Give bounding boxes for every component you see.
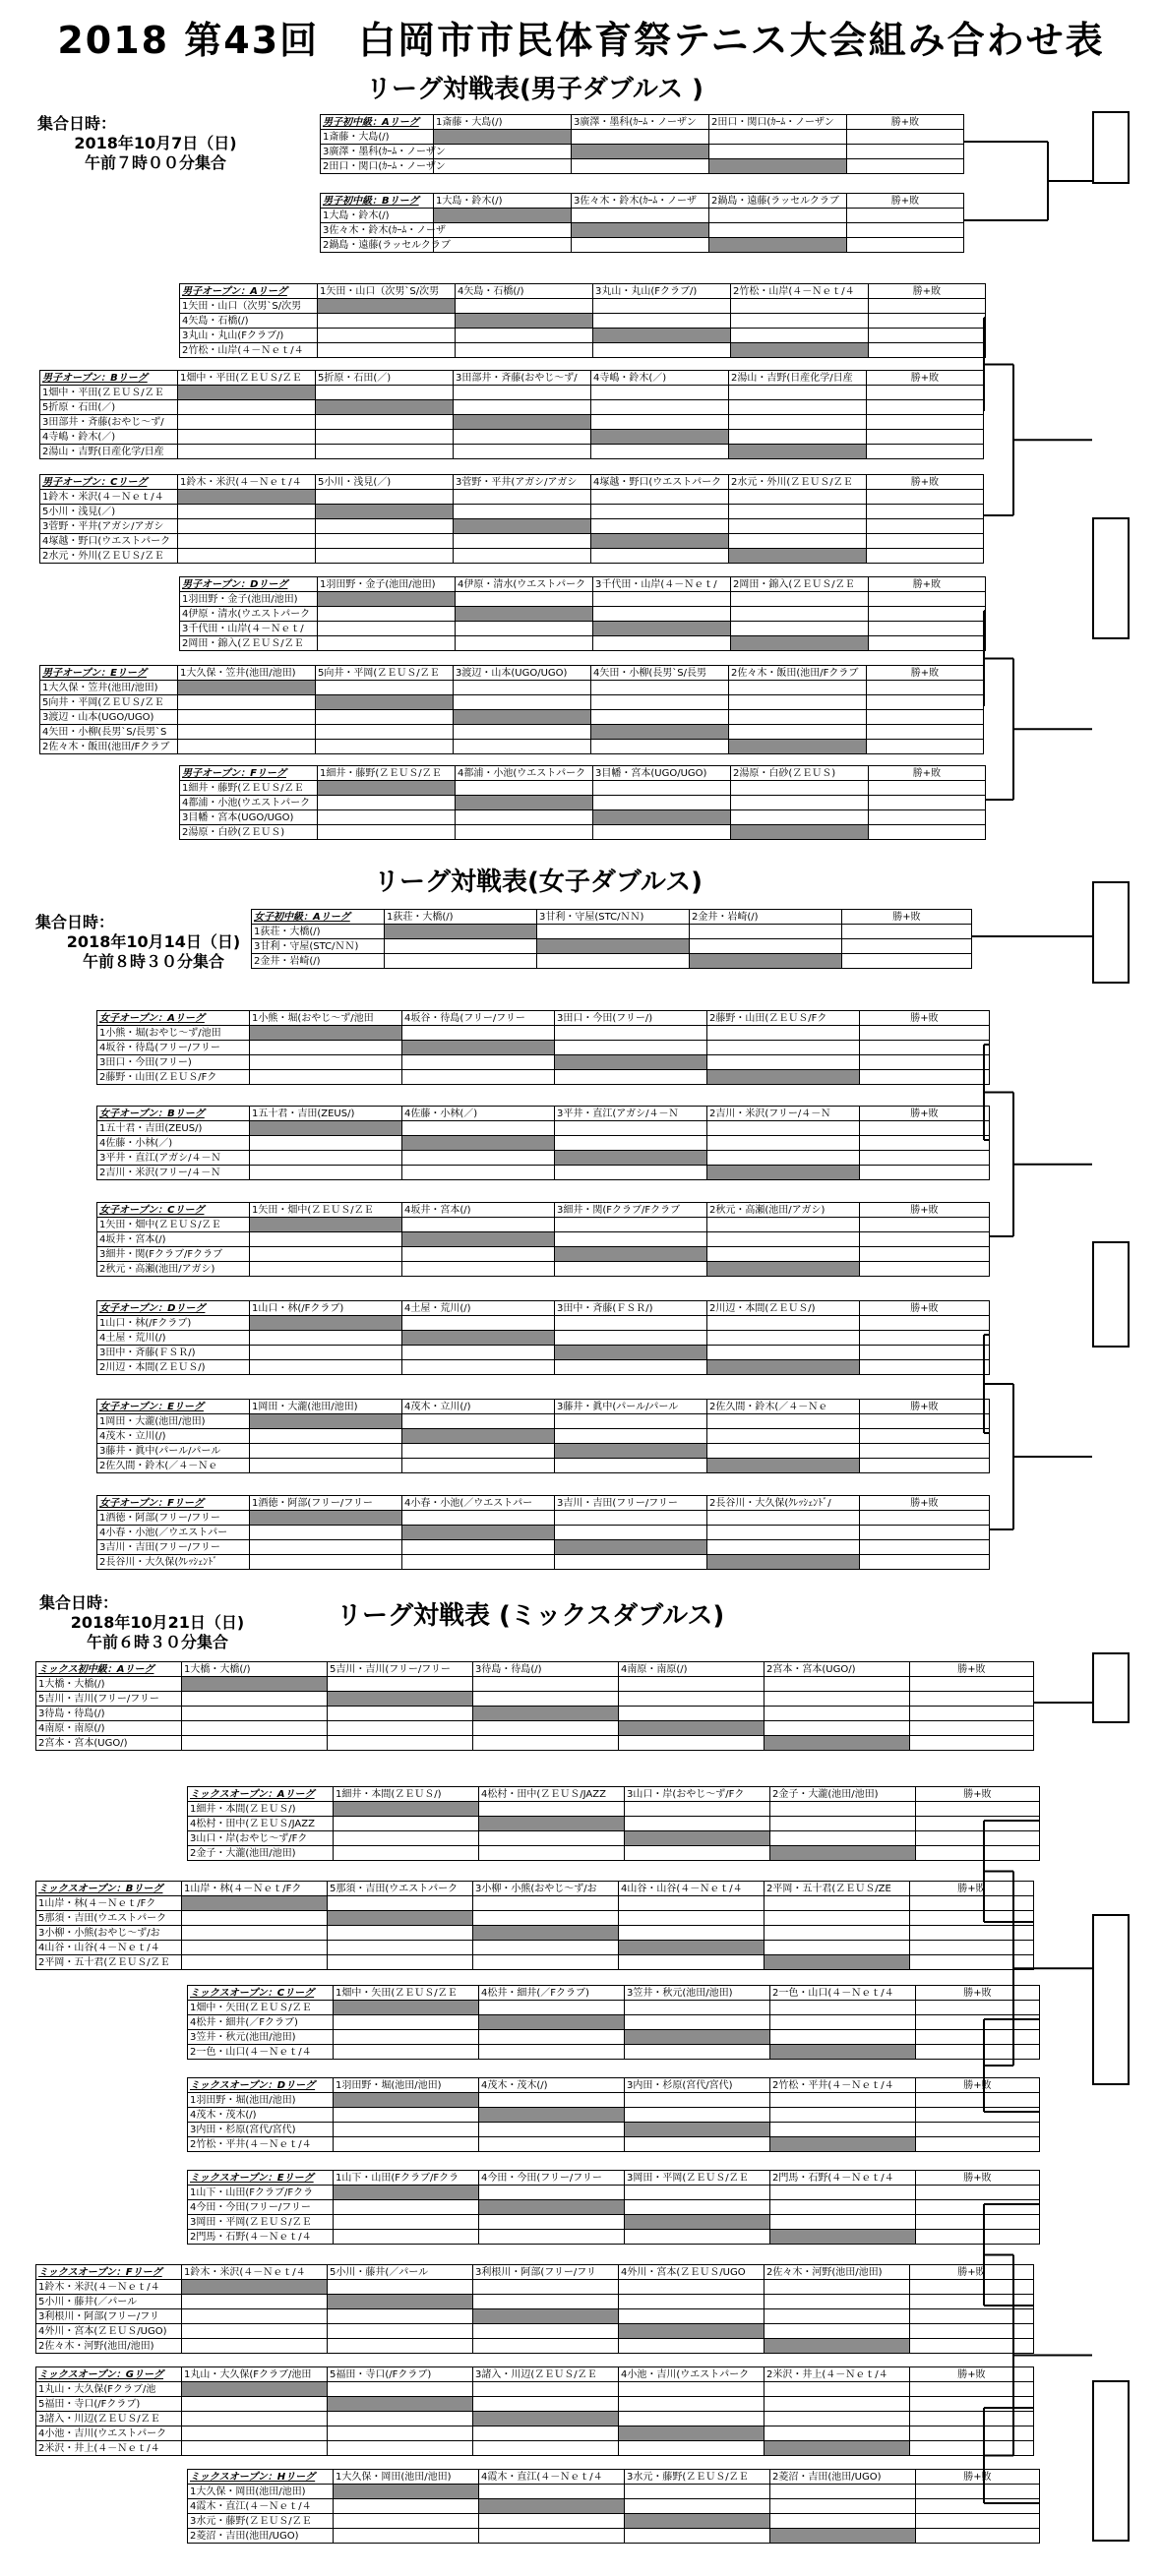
column-team: 1畑中・矢田(ＺＥＵＳ/ＺＥ [334,1986,479,2001]
column-team: 4矢田・小柳(長男`S/長男 [591,666,729,681]
final-box [1092,1914,1130,2085]
result-header: 勝+敗 [910,1882,1034,1896]
column-team: 5吉川・吉川(フリー/フリー [328,1662,473,1677]
league-name: 女子初中級：Aリーグ [252,910,385,925]
row-team: 2佐久間・鈴木(／４－Ｎｅ [97,1459,250,1473]
column-team: 1山岸・林(４－Ｎｅｔ/Fク [182,1882,328,1896]
result-header: 勝+敗 [860,1203,990,1218]
column-team: 3田部井・斉藤(おやじ～ず/ [454,371,591,386]
row-team: 4土屋・荒川(/) [97,1331,250,1346]
column-team: 2金井・岩崎(/) [690,910,842,925]
result-header: 勝+敗 [860,1496,990,1511]
row-team: 1大島・鈴木(/) [321,209,434,223]
column-team: 3細井・関(Fクラブ/Fクラブ [555,1203,707,1218]
league-name: ミックスオープン：Cリーグ [188,1986,334,2001]
final-box [1092,881,1130,984]
league-name: ミックスオープン：Dリーグ [188,2078,334,2093]
column-team: 4茂木・茂木(/) [479,2078,625,2093]
row-team: 3内田・杉原(宮代/宮代) [188,2123,334,2137]
column-team: 1山下・山田(Fクラブ/Fクラ [334,2171,479,2186]
row-team: 2湯原・白砂(ＺＥＵＳ) [180,825,318,840]
result-header: 勝+敗 [847,115,964,130]
row-team: 2金子・大瀧(池田/池田) [188,1846,334,1861]
column-team: 3吉川・吉田(フリー/フリー [555,1496,707,1511]
row-team: 1羽田野・金子(池田/池田) [180,592,318,607]
column-team: 3菅野・平井(アガシ/アガシ [454,475,591,490]
column-team: 2秋元・高瀬(池田/アガシ) [707,1203,860,1218]
column-team: 2佐々木・河野(池田/池田) [764,2265,910,2280]
result-header: 勝+敗 [867,475,984,490]
league-name: ミックスオープン：Gリーグ [36,2367,182,2382]
schedule-time: 午前７時００分集合 [84,153,226,172]
column-team: 1岡田・大瀧(池田/池田) [250,1400,402,1414]
row-team: 2川辺・本間(ＺＥＵＳ/) [97,1360,250,1375]
row-team: 1矢田・山口（次男`S/次男 [180,299,318,314]
result-header: 勝+敗 [869,577,986,592]
row-team: 1大久保・笠井(池田/池田) [40,681,178,695]
row-team: 4寺嶋・鈴木(／) [40,430,178,445]
result-header: 勝+敗 [916,1986,1040,2001]
column-team: 4矢島・石橋(/) [456,284,593,299]
column-team: 1羽田野・金子(池田/池田) [318,577,456,592]
column-team: 2田口・関口(ｶｰﾑ・ノーザン [709,115,847,130]
result-header: 勝+敗 [910,2367,1034,2382]
row-team: 1山岸・林(４－Ｎｅｔ/Fク [36,1896,182,1911]
column-team: 1荻荘・大橋(/) [385,910,537,925]
result-header: 勝+敗 [916,1787,1040,1802]
league-name: ミックスオープン：Eリーグ [188,2171,334,2186]
league-name: ミックスオープン：Fリーグ [36,2265,182,2280]
column-team: 4塚越・野口(ウエストパーク [591,475,729,490]
league-name: 男子初中級：Bリーグ [321,194,434,209]
page-title: 2018 第43回 白岡市市民体育祭テニス大会組み合わせ表 [57,19,1105,62]
row-team: 4坂井・宮本(/) [97,1232,250,1247]
league-name: 女子オープン：Bリーグ [97,1107,250,1121]
column-team: 1大久保・岡田(池田/池田) [334,2470,479,2485]
column-team: 1五十君・吉田(ZEUS/) [250,1107,402,1121]
schedule-date: 2018年10月14日（日) [66,932,241,951]
column-team: 3廣澤・墨科(ｶｰﾑ・ノーザン [572,115,709,130]
row-team: 1山下・山田(Fクラブ/Fクラ [188,2186,334,2200]
row-team: 3丸山・丸山(Fクラブ/) [180,329,318,343]
league-name: 男子オープン：Aリーグ [180,284,318,299]
league-name: 女子オープン：Aリーグ [97,1011,250,1026]
schedule-time: 午前６時３０分集合 [86,1633,228,1651]
row-team: 3利根川・阿部(フリー/フリ [36,2309,182,2324]
league-name: 男子オープン：Fリーグ [180,766,318,781]
column-team: 1大久保・笠井(池田/池田) [178,666,316,681]
row-team: 3甘利・守屋(STC/ＮＮ) [252,939,385,954]
row-team: 1荻荘・大橋(/) [252,925,385,939]
row-team: 1鈴木・米沢(４－Ｎｅｔ/４ [36,2280,182,2295]
row-team: 3山口・岸(おやじ～ず/Fク [188,1831,334,1846]
column-team: 1矢田・畑中(ＺＥＵＳ/ＺＥ [250,1203,402,1218]
column-team: 1大島・鈴木(/) [434,194,572,209]
column-team: 2宮本・宮本(UGO/) [764,1662,910,1677]
league-name: 男子オープン：Bリーグ [40,371,178,386]
row-team: 3千代田・山岸(４－Ｎｅｔ/ [180,622,318,636]
column-team: 1小熊・堀(おやじ～ず/池田 [250,1011,402,1026]
result-header: 勝+敗 [869,284,986,299]
result-header: 勝+敗 [867,371,984,386]
column-team: 1矢田・山口（次男`S/次男 [318,284,456,299]
result-header: 勝+敗 [869,766,986,781]
column-team: 2吉川・米沢(フリー/４－Ｎ [707,1107,860,1121]
row-team: 2平岡・五十君(ＺＥＵＳ/ＺＥ [36,1955,182,1970]
league-name: 男子オープン：Eリーグ [40,666,178,681]
row-team: 2宮本・宮本(UGO/) [36,1736,182,1751]
league-name: 男子初中級：Aリーグ [321,115,434,130]
column-team: 3甘利・守屋(STC/ＮＮ) [537,910,690,925]
column-team: 2湯山・吉野(日産化学/日産 [729,371,867,386]
column-team: 4坂谷・待島(フリー/フリー [402,1011,555,1026]
row-team: 4今田・今田(フリー/フリー [188,2200,334,2215]
row-team: 2一色・山口(４－Ｎｅｔ/４ [188,2045,334,2060]
row-team: 4茂木・立川(/) [97,1429,250,1444]
row-team: 5向井・平岡(ＺＥＵＳ/ＺＥ [40,695,178,710]
result-header: 勝+敗 [860,1301,990,1316]
column-team: 2川辺・本間(ＺＥＵＳ/) [707,1301,860,1316]
column-team: 4土屋・荒川(/) [402,1301,555,1316]
column-team: 3千代田・山岸(４－Ｎｅｔ/ [593,577,731,592]
column-team: 3諸入・川辺(ＺＥＵＳ/ＺＥ [473,2367,619,2382]
row-team: 4佐藤・小林(／) [97,1136,250,1151]
section-title-mixed: リーグ対戦表 (ミックスダブルス) [336,1601,725,1631]
column-team: 3水元・藤野(ＺＥＵＳ/ＺＥ [625,2470,770,2485]
row-team: 3平井・直江(アガシ/４－Ｎ [97,1151,250,1166]
league-name: ミックスオープン：Hリーグ [188,2470,334,2485]
section-title-womens: リーグ対戦表(女子ダブルス) [374,868,703,897]
league-name: 女子オープン：Fリーグ [97,1496,250,1511]
row-team: 3吉川・吉田(フリー/フリー [97,1540,250,1555]
row-team: 5福田・寺口(/Fクラブ) [36,2397,182,2412]
row-team: 1矢田・畑中(ＺＥＵＳ/ＺＥ [97,1218,250,1232]
row-team: 2佐々木・河野(池田/池田) [36,2339,182,2354]
row-team: 1斎藤・大島(/) [321,130,434,145]
column-team: 4佐藤・小林(／) [402,1107,555,1121]
row-team: 4矢田・小柳(長男`S/長男`S [40,725,178,740]
row-team: 4山谷・山谷(４－Ｎｅｔ/４ [36,1941,182,1955]
column-team: 3田口・今田(フリー/) [555,1011,707,1026]
row-team: 3待島・待島(/) [36,1707,182,1721]
row-team: 1五十君・吉田(ZEUS/) [97,1121,250,1136]
row-team: 3廣澤・墨科(ｶｰﾑ・ノーザン [321,145,434,159]
section-title-mens: リーグ対戦表(男子ダブルス ) [366,75,703,104]
column-team: 3佐々木・鈴木(ｶｰﾑ・ノーザ [572,194,709,209]
column-team: 3田中・斉藤(ＦＳＲ/) [555,1301,707,1316]
row-team: 1大橋・大橋(/) [36,1677,182,1692]
result-header: 勝+敗 [860,1400,990,1414]
column-team: 1鈴木・米沢(４－Ｎｅｔ/４ [182,2265,328,2280]
row-team: 4外川・宮本(ＺＥＵＳ/UGO) [36,2324,182,2339]
result-header: 勝+敗 [867,666,984,681]
column-team: 4寺嶋・鈴木(／) [591,371,729,386]
column-team: 3岡田・平岡(ＺＥＵＳ/ＺＥ [625,2171,770,2186]
row-team: 2竹松・平井(４－Ｎｅｔ/４ [188,2137,334,2152]
column-team: 2岡田・錦入(ＺＥＵＳ/ＺＥ [731,577,869,592]
row-team: 2菱沼・吉田(池田/UGO) [188,2529,334,2544]
row-team: 5小川・藤井(／パール [36,2295,182,2309]
column-team: 2佐久間・鈴木(／４－Ｎｅ [707,1400,860,1414]
row-team: 1山口・林(/Fクラブ) [97,1316,250,1331]
column-team: 3平井・直江(アガシ/４－Ｎ [555,1107,707,1121]
league-name: ミックスオープン：Bリーグ [36,1882,182,1896]
row-team: 5小川・浅見(／) [40,505,178,519]
column-team: 5折原・石田(／) [316,371,454,386]
final-box [1092,1241,1130,1348]
column-team: 1畑中・平田(ＺＥＵＳ/ＺＥ [178,371,316,386]
column-team: 2米沢・井上(４－Ｎｅｔ/４ [764,2367,910,2382]
column-team: 2鍋島・遠藤(ラッセルクラブ [709,194,847,209]
row-team: 3諸入・川辺(ＺＥＵＳ/ＺＥ [36,2412,182,2426]
row-team: 3渡辺・山本(UGO/UGO) [40,710,178,725]
result-header: 勝+敗 [916,2470,1040,2485]
row-team: 4塚越・野口(ウエストパーク [40,534,178,549]
row-team: 2金井・岩崎(/) [252,954,385,969]
column-team: 4小春・小池(／ウエストパー [402,1496,555,1511]
column-team: 4小池・吉川(ウエストパーク [619,2367,764,2382]
row-team: 3水元・藤野(ＺＥＵＳ/ＺＥ [188,2514,334,2529]
column-team: 4松井・細井(／Fクラブ) [479,1986,625,2001]
column-team: 4都浦・小池(ウエストパーク [456,766,593,781]
column-team: 3待島・待島(/) [473,1662,619,1677]
row-team: 4小春・小池(／ウエストパー [97,1526,250,1540]
column-team: 3利根川・阿部(フリー/フリ [473,2265,619,2280]
column-team: 2平岡・五十君(ＺＥＵＳ/ZE [764,1882,910,1896]
column-team: 4坂井・宮本(/) [402,1203,555,1218]
column-team: 4松村・田中(ＺＥＵＳ/JAZZ [479,1787,625,1802]
column-team: 3山口・岸(おやじ～ず/Fク [625,1787,770,1802]
row-team: 4小池・吉川(ウエストパーク [36,2426,182,2441]
row-team: 1岡田・大瀧(池田/池田) [97,1414,250,1429]
league-name: 女子オープン：Cリーグ [97,1203,250,1218]
result-header: 勝+敗 [860,1107,990,1121]
row-team: 2藤野・山田(ＺＥＵＳ/Fク [97,1070,250,1085]
column-team: 2長谷川・大久保(ｸﾚｯｼｪﾝﾄﾞ/ [707,1496,860,1511]
column-team: 3丸山・丸山(Fクラブ/) [593,284,731,299]
column-team: 2水元・外川(ＺＥＵＳ/ＺＥ [729,475,867,490]
row-team: 2竹松・山岸(４－Ｎｅｔ/４ [180,343,318,358]
column-team: 1細井・本間(ＺＥＵＳ/) [334,1787,479,1802]
row-team: 3田部井・斉藤(おやじ～ず/ [40,415,178,430]
result-header: 勝+敗 [910,2265,1034,2280]
column-team: 1鈴木・米沢(４－Ｎｅｔ/４ [178,475,316,490]
column-team: 5福田・寺口(/Fクラブ) [328,2367,473,2382]
row-team: 1細井・藤野(ＺＥＵＳ/ＺＥ [180,781,318,796]
column-team: 2竹松・山岸(４－Ｎｅｔ/４ [731,284,869,299]
league-name: 女子オープン：Eリーグ [97,1400,250,1414]
row-team: 1畑中・平田(ＺＥＵＳ/ＺＥ [40,386,178,400]
column-team: 3小柳・小熊(おやじ～ず/お [473,1882,619,1896]
column-team: 1山口・林(/Fクラブ) [250,1301,402,1316]
schedule-date: 2018年10月21日（日) [70,1613,245,1632]
league-name: ミックスオープン：Aリーグ [188,1787,334,1802]
result-header: 勝+敗 [847,194,964,209]
column-team: 5小川・藤井(／パール [328,2265,473,2280]
row-team: 4南原・南原(/) [36,1721,182,1736]
column-team: 5小川・浅見(／) [316,475,454,490]
row-team: 3田口・今田(フリー) [97,1055,250,1070]
column-team: 3渡辺・山本(UGO/UGO) [454,666,591,681]
row-team: 3笠井・秋元(池田/池田) [188,2030,334,2045]
result-header: 勝+敗 [916,2078,1040,2093]
column-team: 1細井・藤野(ＺＥＵＳ/ＺＥ [318,766,456,781]
schedule-label: 集合日時： [39,1593,119,1612]
row-team: 1細井・本間(ＺＥＵＳ/) [188,1802,334,1817]
column-team: 2佐々木・飯田(池田/Fクラブ [729,666,867,681]
row-team: 2田口・関口(ｶｰﾑ・ノーザン [321,159,434,174]
row-team: 1酒徳・阿部(フリー/フリー [97,1511,250,1526]
schedule-label: 集合日時： [35,913,115,931]
final-box [1092,111,1130,184]
column-team: 4南原・南原(/) [619,1662,764,1677]
row-team: 1小熊・堀(おやじ～ず/池田 [97,1026,250,1041]
row-team: 5吉川・吉川(フリー/フリー [36,1692,182,1707]
row-team: 2岡田・錦入(ＺＥＵＳ/ＺＥ [180,636,318,651]
row-team: 5那須・吉田(ウエストパーク [36,1911,182,1926]
row-team: 2佐々木・飯田(池田/Fクラブ [40,740,178,754]
row-team: 4伊原・清水(ウエストパーク [180,607,318,622]
row-team: 5折原・石田(／) [40,400,178,415]
column-team: 4外川・宮本(ＺＥＵＳ/UGO [619,2265,764,2280]
row-team: 4松井・細井(／Fクラブ) [188,2015,334,2030]
column-team: 5那須・吉田(ウエストパーク [328,1882,473,1896]
column-team: 3目幡・宮本(UGO/UGO) [593,766,731,781]
row-team: 3目幡・宮本(UGO/UGO) [180,810,318,825]
row-team: 2米沢・井上(４－Ｎｅｔ/４ [36,2441,182,2456]
column-team: 3笠井・秋元(池田/池田) [625,1986,770,2001]
column-team: 2湯原・白砂(ＺＥＵＳ) [731,766,869,781]
column-team: 2一色・山口(４－Ｎｅｔ/４ [770,1986,916,2001]
final-box [1092,2380,1130,2542]
row-team: 3岡田・平岡(ＺＥＵＳ/ＺＥ [188,2215,334,2230]
row-team: 4矢島・石橋(/) [180,314,318,329]
row-team: 2門馬・石野(４－Ｎｅｔ/４ [188,2230,334,2245]
row-team: 1大久保・岡田(池田/池田) [188,2485,334,2499]
league-name: 男子オープン：Cリーグ [40,475,178,490]
column-team: 3内田・杉原(宮代/宮代) [625,2078,770,2093]
column-team: 3藤井・眞中(パール/パール [555,1400,707,1414]
row-team: 4都浦・小池(ウエストパーク [180,796,318,810]
row-team: 3菅野・平井(アガシ/アガシ [40,519,178,534]
column-team: 1大橋・大橋(/) [182,1662,328,1677]
final-box [1092,517,1130,639]
row-team: 4松村・田中(ＺＥＵＳ/JAZZ [188,1817,334,1831]
row-team: 1丸山・大久保(Fクラブ/池 [36,2382,182,2397]
column-team: 2藤野・山田(ＺＥＵＳ/Fク [707,1011,860,1026]
row-team: 3小柳・小熊(おやじ～ず/お [36,1926,182,1941]
schedule-time: 午前８時３０分集合 [82,952,224,971]
league-name: ミックス初中級：Aリーグ [36,1662,182,1677]
row-team: 1鈴木・米沢(４－Ｎｅｔ/４ [40,490,178,505]
column-team: 2菱沼・吉田(池田/UGO) [770,2470,916,2485]
row-team: 4霞木・直江(４－Ｎｅｔ/４ [188,2499,334,2514]
column-team: 4茂木・立川(/) [402,1400,555,1414]
league-name: 女子オープン：Dリーグ [97,1301,250,1316]
row-team: 4坂谷・待島(フリー/フリー [97,1041,250,1055]
column-team: 2金子・大瀧(池田/池田) [770,1787,916,1802]
result-header: 勝+敗 [860,1011,990,1026]
schedule-date: 2018年10月7日（日) [74,134,237,152]
result-header: 勝+敗 [842,910,972,925]
row-team: 2水元・外川(ＺＥＵＳ/ＺＥ [40,549,178,564]
column-team: 1酒徳・阿部(フリー/フリー [250,1496,402,1511]
row-team: 2長谷川・大久保(ｸﾚｯｼｪﾝﾄﾞ [97,1555,250,1570]
row-team: 4茂木・茂木(/) [188,2108,334,2123]
column-team: 5向井・平岡(ＺＥＵＳ/ＺＥ [316,666,454,681]
league-name: 男子オープン：Dリーグ [180,577,318,592]
column-team: 4今田・今田(フリー/フリー [479,2171,625,2186]
column-team: 4伊原・清水(ウエストパーク [456,577,593,592]
row-team: 3藤井・眞中(パール/パール [97,1444,250,1459]
final-box [1092,1652,1130,1723]
column-team: 1羽田野・堀(池田/池田) [334,2078,479,2093]
result-header: 勝+敗 [916,2171,1040,2186]
row-team: 1羽田野・堀(池田/池田) [188,2093,334,2108]
result-header: 勝+敗 [910,1662,1034,1677]
column-team: 2竹松・平井(４－Ｎｅｔ/４ [770,2078,916,2093]
row-team: 3田中・斉藤(ＦＳＲ/) [97,1346,250,1360]
column-team: 4山谷・山谷(４－Ｎｅｔ/４ [619,1882,764,1896]
column-team: 1丸山・大久保(Fクラブ/池田 [182,2367,328,2382]
row-team: 3佐々木・鈴木(ｶｰﾑ・ノーザ [321,223,434,238]
schedule-label: 集合日時： [37,114,117,133]
column-team: 2門馬・石野(４－Ｎｅｔ/４ [770,2171,916,2186]
column-team: 1斎藤・大島(/) [434,115,572,130]
row-team: 2吉川・米沢(フリー/４－Ｎ [97,1166,250,1180]
row-team: 2秋元・高瀬(池田/アガシ) [97,1262,250,1277]
row-team: 1畑中・矢田(ＺＥＵＳ/ＺＥ [188,2001,334,2015]
row-team: 2鍋島・遠藤(ラッセルクラブ [321,238,434,253]
column-team: 4霞木・直江(４－Ｎｅｔ/４ [479,2470,625,2485]
row-team: 2湯山・吉野(日産化学/日産 [40,445,178,459]
row-team: 3細井・関(Fクラブ/Fクラブ [97,1247,250,1262]
